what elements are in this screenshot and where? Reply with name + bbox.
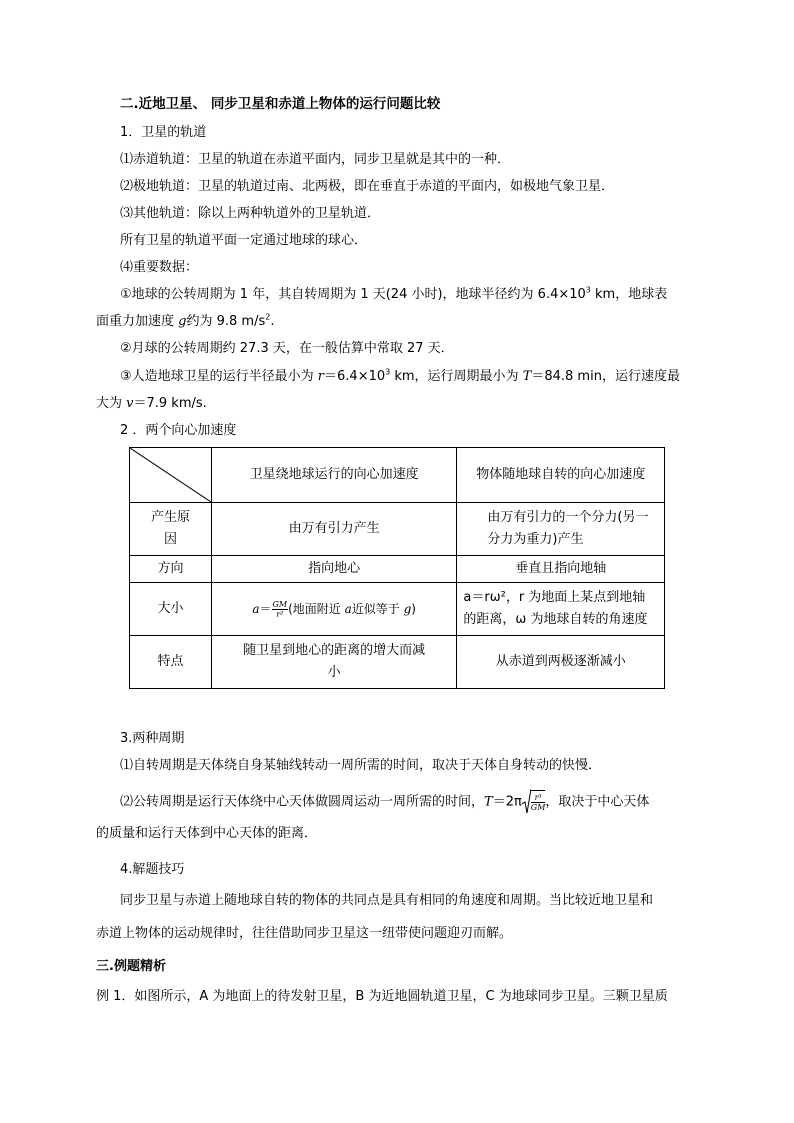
orbit-note: 所有卫星的轨道平面一定通过地球的球心． [120, 233, 368, 248]
cell-cause-satellite: 由万有引力产生 [211, 503, 457, 556]
table-row [130, 556, 665, 583]
row-label-feature: 特点 [130, 636, 212, 689]
table-row [130, 636, 665, 689]
cell-direction-rotation: 垂直且指向地轴 [457, 556, 665, 583]
orbit-item-polar: ⑵极地轨道：卫星的轨道过南、北两极，即在垂直于赤道的平面内，如极地气象卫星． [120, 179, 615, 194]
table-row [130, 503, 665, 556]
gm-over-r2-fraction: $\frac{GM}{\text{r²}}$ [272, 600, 288, 619]
period-revolution-2: 的质量和运行天体到中心天体的距离． [96, 826, 318, 841]
data-item-satellite-2: 大为 v＝7.9 km/s. [96, 396, 207, 411]
data-subtitle: ⑷重要数据： [120, 260, 199, 275]
data-item-satellite-1: ③人造地球卫星的运行半径最小为 $r=6.4\times 10^3$ km，运行周期最小为 T＝84.8 min，运行速度最 [120, 367, 680, 384]
orbit-item-other: ⑶其他轨道：除以上两种轨道外的卫星轨道． [120, 206, 381, 221]
cell-magnitude-rotation: a＝rω²，r 为地面上某点到地轴的距离，ω 为地球自转的角速度 [457, 583, 665, 636]
orbit-item-equatorial: ⑴赤道轨道：卫星的轨道在赤道平面内，同步卫星就是其中的一种． [120, 152, 511, 167]
cell-feature-satellite: 随卫星到地心的距离的增大而减小 [211, 636, 457, 689]
tips-subtitle: 4.解题技巧 [120, 862, 185, 877]
row-label-direction: 方向 [130, 556, 212, 583]
header-satellite-accel: 卫星绕地球运行的向心加速度 [211, 448, 457, 503]
accel-subtitle: 2 ．两个向心加速度 [120, 423, 237, 438]
diagonal-line [130, 448, 211, 502]
row-label-cause: 产生原因 [130, 503, 212, 556]
section-heading: 二.近地卫星、 同步卫星和赤道上物体的运行问题比较 [120, 96, 441, 112]
sqrt-formula: $\frac{\text{r³}}{GM}$ [522, 789, 546, 815]
section-heading-examples: 三.例题精析 [96, 959, 166, 974]
header-rotation-accel: 物体随地球自转的向心加速度 [457, 448, 665, 503]
period-rotation: ⑴自转周期是天体绕自身某轴线转动一周所需的时间，取决于天体自身转动的快慢． [120, 758, 602, 773]
acceleration-comparison-table [129, 447, 665, 689]
period-revolution-1: ⑵公转周期是运行天体绕中心天体做圆周运动一周所需的时间，T＝2π $\frac{\text{r³}}{GM}$ ，取决于中心天体 [120, 789, 649, 815]
data-item-earth-2: 面重力加速度 g约为 9.8 $m/s^2$. [96, 312, 275, 329]
tips-line-2: 赤道上物体的运动规律时，往往借助同步卫星这一纽带使问题迎刃而解。 [96, 926, 513, 941]
table-header-row [130, 448, 665, 503]
tips-line-1: 同步卫星与赤道上随地球自转的物体的共同点是具有相同的角速度和周期。当比较近地卫星和 [120, 893, 654, 908]
cell-magnitude-satellite: a＝ $\frac{GM}{\text{r²}}$ (地面附近 a近似等于 g) [211, 583, 457, 636]
table-diagonal-cell [130, 448, 212, 503]
table-row [130, 583, 665, 636]
cell-direction-satellite: 指向地心 [211, 556, 457, 583]
data-item-moon: ②月球的公转周期约 27.3 天，在一般估算中常取 27 天． [120, 341, 454, 356]
data-item-earth-1: ①地球的公转周期为 1 年，其自转周期为 1 天(24 小时)，地球半径约为 $6.4\times 10^3$ km，地球表 [120, 285, 668, 302]
periods-subtitle: 3.两种周期 [120, 731, 185, 746]
orbit-subtitle: 1．卫星的轨道 [120, 125, 207, 140]
cell-feature-rotation: 从赤道到两极逐渐减小 [457, 636, 665, 689]
example-1-text: 例 1．如图所示，A 为地面上的待发射卫星，B 为近地圆轨道卫星，C 为地球同步卫星。三颗卫星质 [96, 989, 668, 1004]
row-label-magnitude: 大小 [130, 583, 212, 636]
cell-cause-rotation: 由万有引力的一个分力(另一分力为重力)产生 [457, 503, 665, 556]
